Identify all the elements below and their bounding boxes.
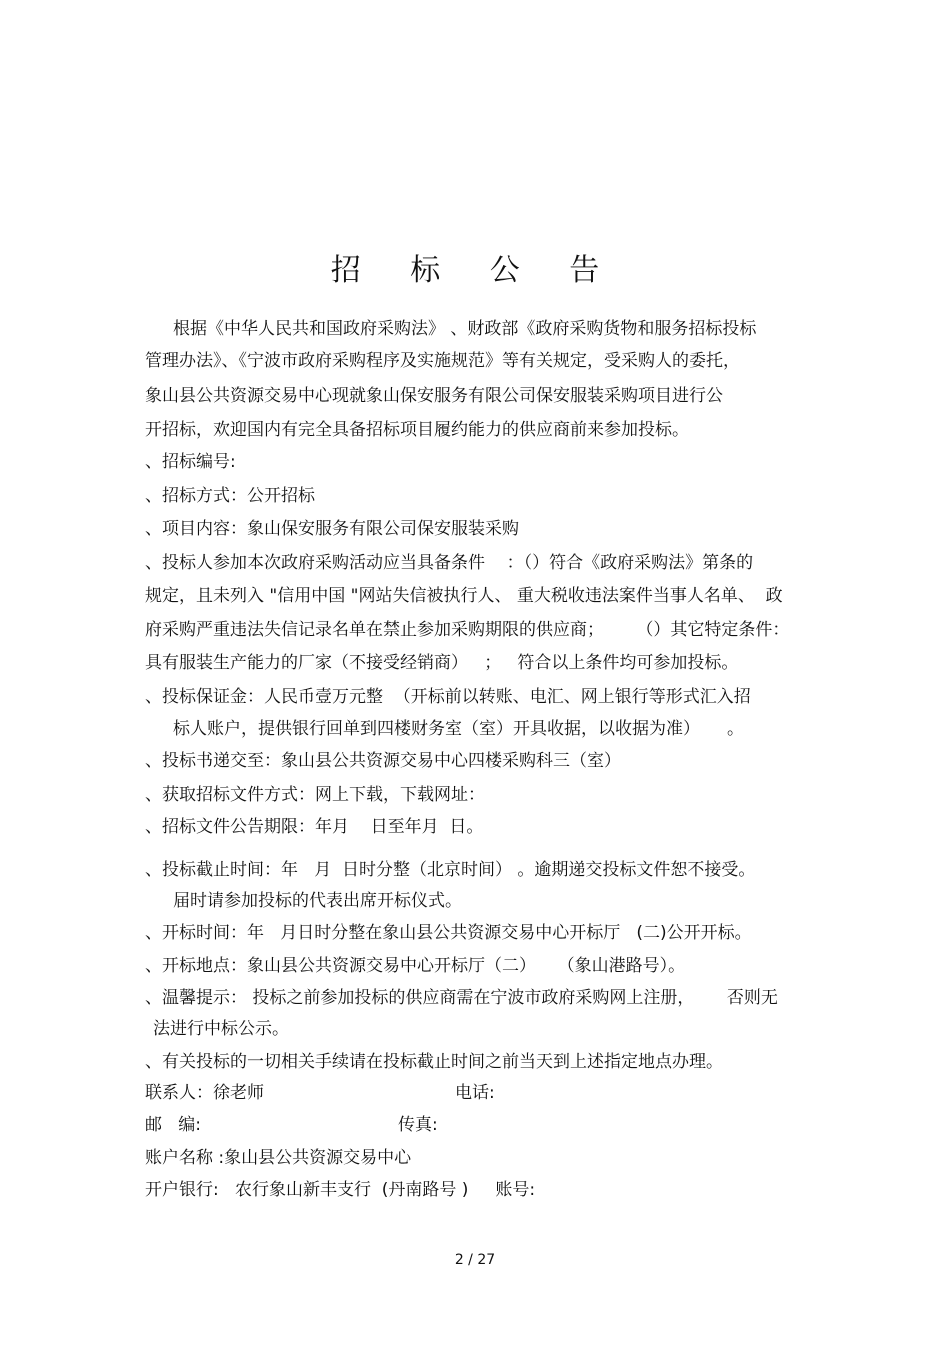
item-reminder-1: 、温馨提示： 投标之前参加投标的供应商需在宁波市政府采购网上注册， 否则无 <box>145 988 778 1008</box>
item-bidder-conditions-3: 府采购严重违法失信记录名单在禁止参加采购期限的供应商； （）其它特定条件： <box>145 620 790 640</box>
fax: 传真: <box>398 1115 438 1135</box>
item-deadline-2: 届时请参加投标的代表出席开标仪式。 <box>173 891 462 911</box>
item-project-content: 、项目内容：象山保安服务有限公司保安服装采购 <box>145 519 519 539</box>
page-number: 2 / 27 <box>454 1252 496 1268</box>
intro-line-1: 根据《中华人民共和国政府采购法》 、财政部《政府采购货物和服务招标投标 <box>173 319 757 339</box>
bank-and-account: 开户银行: 农行象山新丰支行 (丹南路号 ) 账号: <box>145 1180 536 1200</box>
contact-phone: 电话: <box>455 1083 495 1103</box>
intro-line-4: 开招标，欢迎国内有完全具备招标项目履约能力的供应商前来参加投标。 <box>145 420 689 440</box>
item-notice-period: 、招标文件公告期限：年月 日至年月 日。 <box>145 817 484 837</box>
postal-code: 邮 编: <box>145 1115 201 1135</box>
item-bid-submission: 、投标书递交至：象山县公共资源交易中心四楼采购科三（室） <box>145 751 621 771</box>
item-bidder-conditions-2: 规定，且未列入 "信用中国 "网站失信被执行人、 重大税收违法案件当事人名单、 政 <box>145 586 783 606</box>
item-opening-time: 、开标时间：年 月日时分整在象山县公共资源交易中心开标厅 (二)公开开标。 <box>145 923 752 943</box>
item-deadline-1: 、投标截止时间：年 月 日时分整（北京时间） 。逾期递交投标文件恕不接受。 <box>145 860 756 880</box>
item-bid-bond-2: 标人账户，提供银行回单到四楼财务室（室）开具收据，以收据为准） 。 <box>173 719 745 739</box>
item-get-documents: 、获取招标文件方式：网上下载，下载网址： <box>145 785 485 805</box>
document-title: 招 标 公 告 <box>330 253 620 288</box>
item-tender-number: 、招标编号: <box>145 452 236 472</box>
intro-line-2: 管理办法》、《宁波市政府采购程序及实施规范》等有关规定，受采购人的委托， <box>145 351 740 371</box>
contact-person: 联系人：徐老师 <box>145 1083 264 1103</box>
account-name: 账户名称 :象山县公共资源交易中心 <box>145 1148 412 1168</box>
item-tender-method: 、招标方式：公开招标 <box>145 486 315 506</box>
item-bid-bond-1: 、投标保证金：人民币壹万元整 （开标前以转账、电汇、网上银行等形式汇入招 <box>145 687 751 707</box>
intro-line-3: 象山县公共资源交易中心现就象山保安服务有限公司保安服装采购项目进行公 <box>145 386 723 406</box>
item-bidder-conditions-1: 、投标人参加本次政府采购活动应当具备条件 ：（）符合《政府采购法》第条的 <box>145 553 754 573</box>
item-procedures: 、有关投标的一切相关手续请在投标截止时间之前当天到上述指定地点办理。 <box>145 1052 723 1072</box>
item-bidder-conditions-4: 具有服装生产能力的厂家（不接受经销商） ； 符合以上条件均可参加投标。 <box>145 653 739 673</box>
item-opening-place: 、开标地点：象山县公共资源交易中心开标厅（二） （象山港路号）。 <box>145 956 686 976</box>
item-reminder-2: 法进行中标公示。 <box>153 1019 289 1039</box>
